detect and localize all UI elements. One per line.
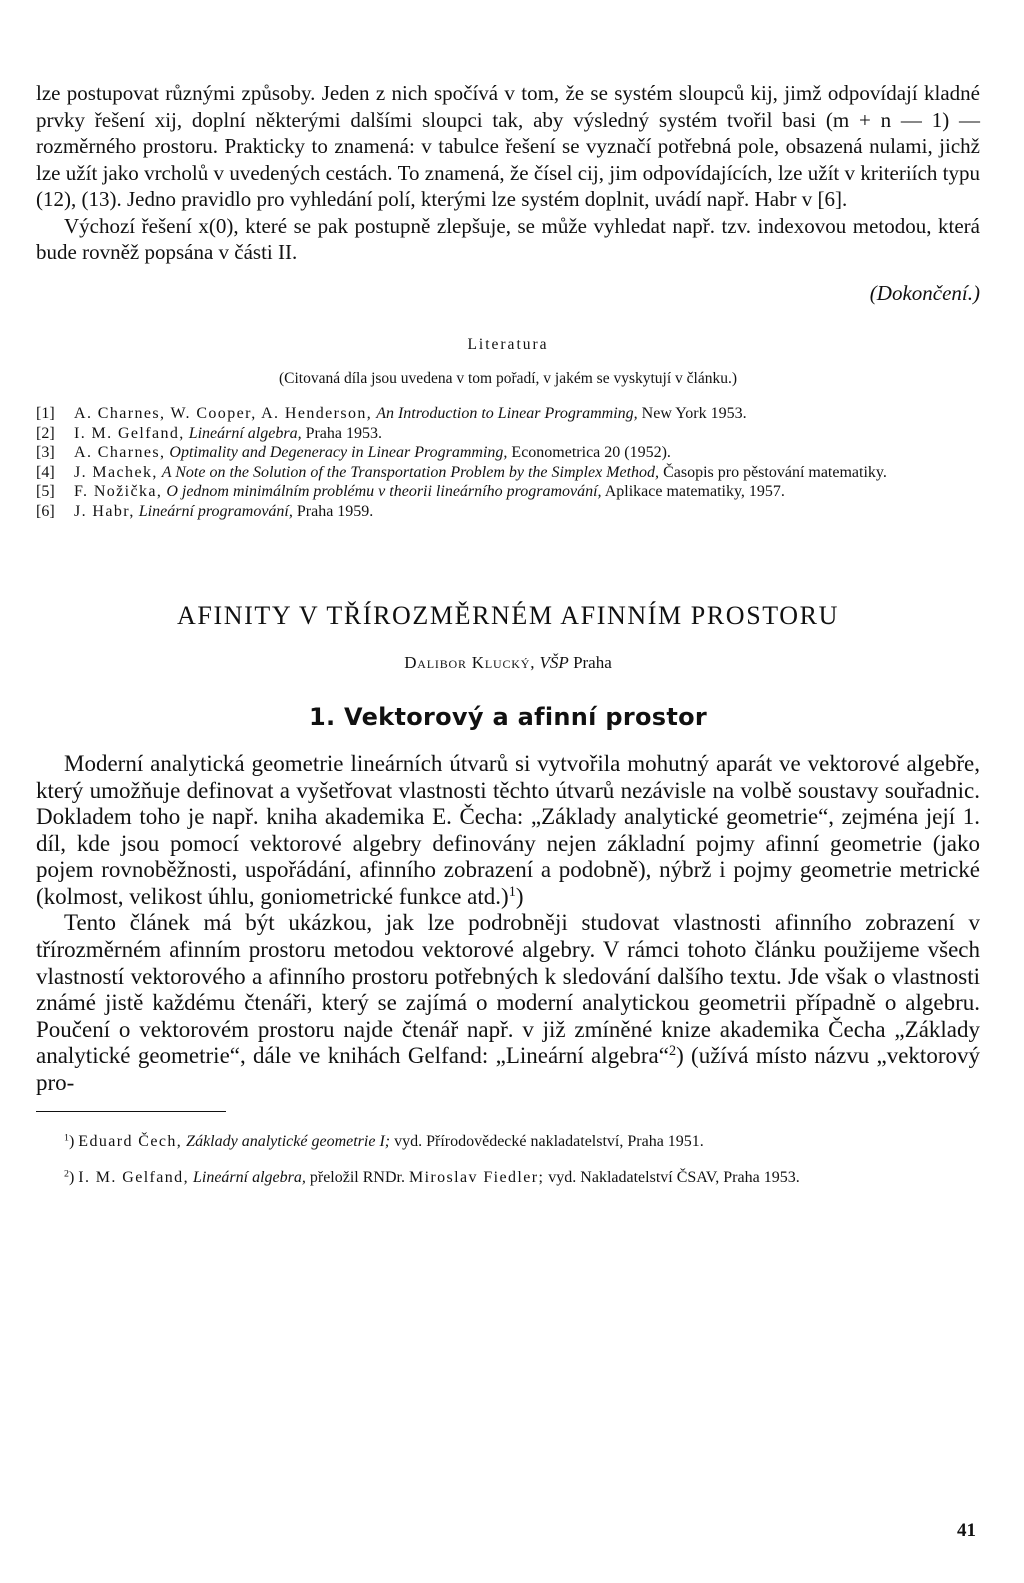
reference-item bbox=[36, 502, 980, 522]
reference-details: Aplikace matematiky, 1957. bbox=[604, 483, 785, 500]
reference-author: A. Charnes, W. Cooper, A. Henderson, bbox=[74, 405, 373, 422]
footnote-mark: 1 bbox=[508, 884, 516, 901]
paragraph: lze postupovat různými způsoby. Jeden z nich spočívá v tom, že se systém sloupců kij, jimž odpovídají kladné prvky řešení xij, doplní některými dalšími sloupci tak, aby výsledný systém tvořil basi (m + n — 1) — rozměrného prostoru. Prakticky to znamená: v tabulce řešení se vyznačí potřebná pole, obsazená nulami, jichž lze užít jako vrcholů v uvedených cestách. To znamená, že čísel cij, jim odpovídajících, lze užít v kriteriích typu (12), (13). Jedno pravidlo pro vyhledání polí, kterými lze systém doplnit, uvádí např. Habr v [6]. bbox=[36, 81, 980, 211]
reference-item bbox=[36, 463, 980, 483]
footnote-translator: Miroslav Fiedler; bbox=[408, 1168, 545, 1186]
footnote: $^1$) Eduard Čech, Základy analytické geometrie I; vyd. Přírodovědecké nakladatelství, Praha 1951. bbox=[64, 1132, 704, 1150]
author-affiliation: VŠP bbox=[539, 653, 569, 672]
reference-title: Lineární algebra, bbox=[188, 424, 302, 442]
article-author bbox=[36, 653, 980, 673]
reference-details: Časopis pro pěstování matematiky. bbox=[663, 463, 887, 481]
footnote-middle: přeložil RNDr. bbox=[309, 1168, 405, 1186]
footnote-details: vyd. Nakladatelství ČSAV, Praha 1953. bbox=[548, 1168, 800, 1186]
reference-number: [5] bbox=[36, 483, 55, 500]
reference-details: Econometrica 20 (1952). bbox=[511, 444, 671, 461]
reference-item bbox=[36, 443, 980, 463]
literature-note: (Citovaná díla jsou uvedena v tom pořadí, v jakém se vyskytují v článku.) bbox=[278, 370, 737, 387]
reference-author: F. Nožička, bbox=[74, 483, 163, 500]
footnote-divider bbox=[36, 1111, 226, 1112]
reference-number: [4] bbox=[36, 463, 55, 481]
footnote-title: Lineární algebra, bbox=[192, 1168, 306, 1186]
section-heading: 1. Vektorový a afinní prostor bbox=[308, 703, 708, 731]
reference-item bbox=[36, 404, 980, 424]
reference-number: [2] bbox=[36, 424, 55, 442]
reference-number: [1] bbox=[36, 405, 55, 422]
paragraph-text: Moderní analytická geometrie lineárních útvarů si vytvořila mohutný aparát ve vektorové algebře, který umožňuje definovat a vyšetřovat vlastnosti těchto útvarů nezávisle na volbě soustavy souřadnic. Dokladem toho je např. kniha akademika E. Čecha: „Základy analytické geometrie“, zejména její 1. díl, kde jsou pomocí vektorové algebry definovány nejen základní pojmy afinní geometrie (jako pojem rovnoběžnosti, uspořádání, afinního zobrazení a podobně), nýbrž i pojmy geometrie metrické (kolmost, velikost úhlu, goniometrické funkce atd.) bbox=[36, 750, 980, 909]
footnote-mark: 2 bbox=[64, 1168, 69, 1180]
reference-details: New York 1953. bbox=[641, 405, 747, 422]
article-title: AFINITY V TŘÍROZMĚRNÉM AFINNÍM PROSTORU bbox=[177, 601, 839, 630]
paragraph-text: Tento článek má být ukázkou, jak lze podrobněji studovat vlastnosti afinního zobrazení v třírozměrném afinním prostoru metodou vektorové algebry. V rámci tohoto článku použijeme všech vlastností vektorového a afinního prostoru potřebných k sledování dalšího textu. Jde však o vlastnosti známé jistě každému čtenáři, který se zajímá o moderní analytickou geometrii případně o algebru. Poučení o vektorovém prostoru najde čtenář např. v již zmíněné knize akademika Čecha „Základy analytické geometrie“, dále ve knihách Gelfand: „Lineární algebra“ bbox=[36, 910, 980, 1069]
footnote-author: I. M. Gelfand, bbox=[78, 1168, 189, 1186]
footnotes bbox=[36, 1132, 980, 1188]
reference-title: Lineární programování, bbox=[138, 502, 293, 520]
paragraph: Výchozí řešení x(0), které se pak postupně zlepšuje, se může vyhledat např. tzv. indexovou metodou, která bude rovněž popsána v části II. bbox=[36, 213, 980, 264]
reference-item bbox=[36, 424, 980, 444]
paragraph-text: (užívá místo názvu „vektorový pro- bbox=[36, 1043, 980, 1096]
reference-author: J. Machek, bbox=[74, 463, 158, 481]
reference-details: Praha 1953. bbox=[305, 424, 383, 442]
reference-author: I. M. Gelfand, bbox=[74, 424, 185, 442]
footnote-mark: 1 bbox=[64, 1132, 69, 1144]
footnote-author: Eduard Čech, bbox=[78, 1132, 183, 1150]
reference-body bbox=[74, 502, 980, 522]
reference-item bbox=[36, 482, 980, 502]
reference-number: [6] bbox=[36, 502, 55, 520]
reference-title: Optimality and Degeneracy in Linear Programming, bbox=[169, 444, 508, 461]
literature-title: Literatura bbox=[467, 336, 549, 353]
author-city: Praha bbox=[573, 653, 612, 672]
article bbox=[36, 601, 980, 1097]
footnote-details: vyd. Přírodovědecké nakladatelství, Praha 1951. bbox=[394, 1132, 704, 1150]
reference-body bbox=[74, 424, 980, 444]
signoff: (Dokončení.) bbox=[869, 280, 980, 305]
footnote-title: Základy analytické geometrie I; bbox=[186, 1132, 391, 1150]
footnote-mark: 2 bbox=[668, 1043, 677, 1060]
reference-body bbox=[74, 404, 980, 424]
reference-title: O jednom minimálním problému v theorii lineárního programování, bbox=[166, 483, 602, 500]
reference-author: A. Charnes, bbox=[74, 444, 166, 461]
article-body bbox=[36, 751, 980, 1097]
reference-author: J. Habr, bbox=[74, 502, 135, 520]
author-name: Dalibor Klucký, bbox=[404, 653, 536, 672]
reference-body bbox=[74, 482, 980, 502]
reference-body bbox=[74, 443, 980, 463]
reference-details: Praha 1959. bbox=[296, 502, 374, 520]
page-number: 41 bbox=[957, 1520, 976, 1541]
reference-body bbox=[74, 463, 980, 483]
reference-list bbox=[36, 404, 980, 521]
reference-title: An Introduction to Linear Programming, bbox=[376, 405, 638, 422]
footnote: $^2$) I. M. Gelfand, Lineární algebra, přeložil RNDr. Miroslav Fiedler; vyd. Nakladatelství ČSAV, Praha 1953. bbox=[64, 1168, 800, 1186]
literature-section bbox=[36, 336, 980, 521]
paragraph: Tento článek má být ukázkou, jak lze podrobněji studovat vlastnosti afinního zobrazení v třírozměrném afinním prostoru metodou vektorové algebry. V rámci tohoto článku použijeme všech vlastností vektorového a afinního prostoru potřebných k sledování dalšího textu. Jde však o vlastnosti známé jistě každému čtenáři, který se zajímá o moderní analytickou geometrii případně o algebru. Poučení o vektorovém prostoru najde čtenář např. v již zmíněné knize akademika Čecha „Základy analytické geometrie“, dále ve knihách Gelfand: „Lineární algebra“$^2$) (užívá místo názvu „vektorový pro- bbox=[36, 910, 980, 1096]
reference-number: [3] bbox=[36, 444, 55, 461]
reference-title: A Note on the Solution of the Transportation Problem by the Simplex Method, bbox=[161, 463, 660, 481]
continued-text bbox=[36, 80, 980, 306]
paragraph: Moderní analytická geometrie lineárních útvarů si vytvořila mohutný aparát ve vektorové algebře, který umožňuje definovat a vyšetřovat vlastnosti těchto útvarů nezávisle na volbě soustavy souřadnic. Dokladem toho je např. kniha akademika E. Čecha: „Základy analytické geometrie“, zejména její 1. díl, kde jsou pomocí vektorové algebry definovány nejen základní pojmy afinní geometrie (jako pojem rovnoběžnosti, uspořádání, afinního zobrazení a podobně), nýbrž i pojmy geometrie metrické (kolmost, velikost úhlu, goniometrické funkce atd.)$^1$) bbox=[36, 750, 980, 909]
